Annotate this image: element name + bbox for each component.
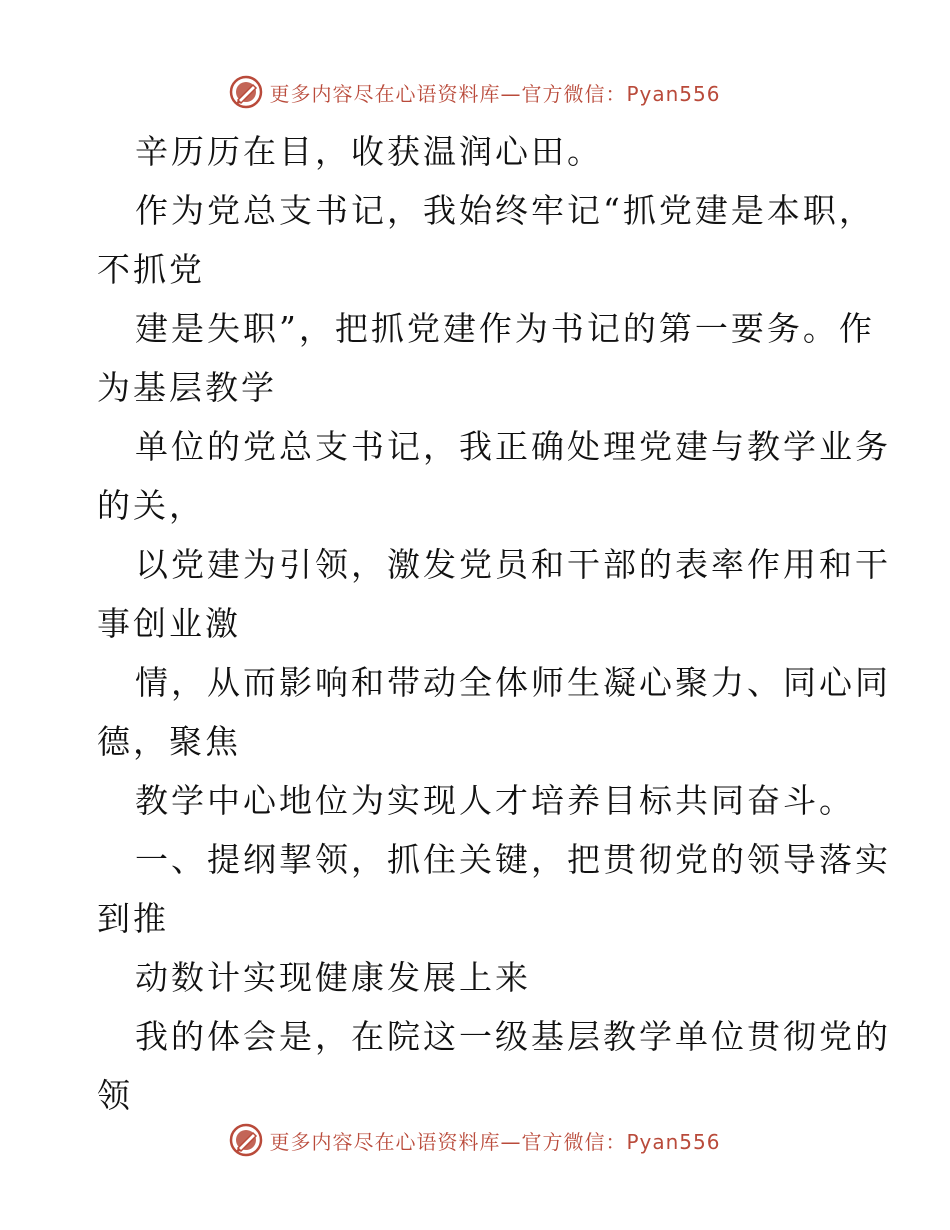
text-line: 辛历历在目，收获温润心田。 <box>135 132 603 171</box>
pen-seal-icon <box>229 75 263 109</box>
header-watermark <box>0 72 950 112</box>
text-line: 一、提纲挈领，抓住关键，把贯彻党的领导落实 <box>135 840 891 879</box>
watermark-text: 更多内容尽在心语资料库—官方微信：Pyan556 <box>269 1129 721 1154</box>
pen-seal-icon <box>229 1123 263 1157</box>
text-line: 情，从而影响和带动全体师生凝心聚力、同心同 <box>135 663 891 702</box>
watermark-text: 更多内容尽在心语资料库—官方微信：Pyan556 <box>269 81 721 106</box>
text-line: 的关， <box>97 486 205 525</box>
text-line: 到推 <box>97 899 169 938</box>
text-line: 以党建为引领，激发党员和干部的表率作用和干 <box>135 545 891 584</box>
text-line: 动数计实现健康发展上来 <box>135 958 531 997</box>
text-line: 单位的党总支书记，我正确处理党建与教学业务 <box>135 427 891 466</box>
text-line: 教学中心地位为实现人才培养目标共同奋斗。 <box>135 781 855 820</box>
text-line: 我的体会是，在院这一级基层教学单位贯彻党的 <box>135 1017 891 1056</box>
text-line: 事创业激 <box>97 604 241 643</box>
text-line: 为基层教学 <box>97 368 277 407</box>
text-line: 作为党总支书记，我始终牢记“抓党建是本职， <box>135 191 875 230</box>
text-line: 德，聚焦 <box>97 722 241 761</box>
footer-watermark <box>0 1120 950 1160</box>
text-line: 不抓党 <box>97 250 205 289</box>
text-line: 领 <box>97 1076 133 1115</box>
document-body <box>97 122 891 1125</box>
text-line: 建是失职”，把抓党建作为书记的第一要务。作 <box>135 309 875 348</box>
